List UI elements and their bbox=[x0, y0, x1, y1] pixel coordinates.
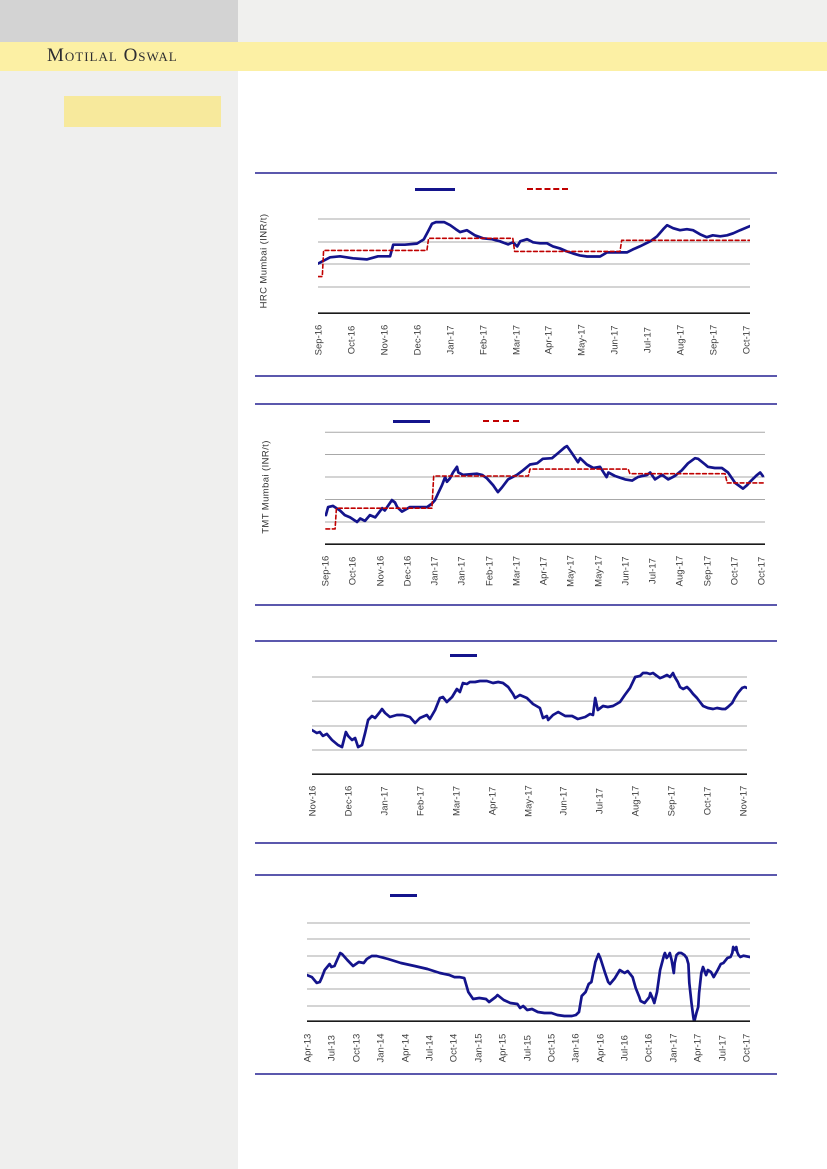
legend-dashed-line bbox=[483, 420, 519, 422]
section-divider bbox=[255, 640, 777, 642]
x-tick-label: May-17 bbox=[593, 555, 604, 587]
chart-nov16-nov17-canvas bbox=[312, 660, 747, 775]
chart-apr13-oct17-canvas bbox=[307, 920, 750, 1022]
section-divider bbox=[255, 604, 777, 606]
x-tick-label: Apr-14 bbox=[400, 1033, 412, 1063]
chart-tmt-mumbai bbox=[320, 430, 768, 587]
solid-navy-line bbox=[326, 446, 763, 522]
x-tick-label: Jan-17 bbox=[379, 786, 391, 816]
x-tick-label: Jul-14 bbox=[424, 1035, 436, 1061]
x-tick-label: Jan-14 bbox=[375, 1033, 387, 1063]
x-tick-label: Aug-17 bbox=[630, 785, 642, 817]
x-tick-label: Dec-16 bbox=[343, 785, 355, 817]
x-tick-label: Jun-17 bbox=[620, 556, 632, 586]
x-tick-label: Jul-13 bbox=[326, 1035, 338, 1061]
x-tick-label: Jan-17 bbox=[429, 556, 441, 586]
y-axis-label-tmt-mumbai: TMT Mumbai (INR/t) bbox=[260, 440, 272, 534]
x-tick-label: Jun-17 bbox=[609, 325, 621, 355]
solid-navy-line bbox=[312, 673, 747, 747]
x-tick-label: Sep-16 bbox=[313, 324, 325, 356]
x-tick-label: Aug-17 bbox=[675, 324, 687, 356]
solid-navy-line bbox=[318, 222, 750, 264]
section-divider bbox=[255, 172, 777, 174]
solid-navy-line bbox=[307, 947, 750, 1022]
brand-bar bbox=[0, 42, 827, 71]
header-gray-block bbox=[0, 0, 238, 42]
x-tick-label: Jan-15 bbox=[473, 1033, 485, 1063]
x-tick-label: Oct-16 bbox=[643, 1033, 655, 1063]
x-tick-label: Jan-16 bbox=[570, 1033, 582, 1063]
x-tick-label: Oct-17 bbox=[702, 786, 714, 816]
x-tick-label: Nov-16 bbox=[379, 324, 391, 356]
hrc-mumbai-canvas bbox=[318, 209, 750, 314]
x-tick-label: Jul-17 bbox=[647, 558, 659, 584]
x-tick-label: Nov-16 bbox=[375, 555, 386, 587]
chart-apr13-oct17 bbox=[302, 920, 753, 1063]
x-tick-label: Dec-16 bbox=[402, 555, 414, 587]
x-tick-label: Mar-17 bbox=[511, 555, 523, 587]
x-tick-label: Apr-17 bbox=[487, 786, 499, 816]
x-tick-label: Oct-16 bbox=[346, 325, 358, 355]
x-tick-label: Sep-17 bbox=[666, 785, 678, 817]
x-tick-label: Apr-17 bbox=[543, 325, 555, 355]
x-tick-label: Sep-16 bbox=[320, 555, 332, 587]
x-tick-label: Nov-17 bbox=[738, 785, 750, 817]
sidebar-highlight-box bbox=[64, 96, 221, 127]
legend-solid-line bbox=[393, 420, 430, 423]
x-tick-label: Apr-17 bbox=[692, 1033, 704, 1063]
y-axis-label-hrc-mumbai: HRC Mumbai (INR/t) bbox=[258, 213, 270, 309]
legend-solid-line bbox=[390, 894, 417, 897]
x-tick-label: Sep-17 bbox=[708, 324, 720, 356]
x-tick-label: May-17 bbox=[523, 785, 534, 817]
x-tick-label: Mar-17 bbox=[511, 324, 523, 356]
chart-hrc-mumbai bbox=[313, 209, 753, 356]
header-light-strip bbox=[238, 0, 827, 42]
x-tick-label: Jul-17 bbox=[642, 327, 654, 353]
x-tick-label: Sep-17 bbox=[702, 555, 713, 587]
legend-dashed-line bbox=[527, 188, 568, 190]
x-tick-label: Apr-15 bbox=[497, 1033, 509, 1063]
section-divider bbox=[255, 874, 777, 876]
x-tick-label: Oct-17 bbox=[729, 556, 741, 586]
legend-solid-line bbox=[450, 654, 477, 657]
x-tick-label: May-17 bbox=[576, 324, 588, 356]
x-tick-label: Feb-17 bbox=[478, 324, 490, 356]
section-divider bbox=[255, 403, 777, 405]
x-tick-label: Jan-17 bbox=[668, 1033, 680, 1063]
left-sidebar bbox=[0, 71, 238, 1169]
x-tick-label: Mar-17 bbox=[451, 785, 463, 817]
section-divider bbox=[255, 1073, 777, 1075]
x-tick-label: Nov-16 bbox=[307, 785, 319, 817]
x-tick-label: Oct-17 bbox=[741, 1033, 753, 1063]
chart-nov16-nov17 bbox=[307, 660, 750, 817]
x-tick-label: Oct-16 bbox=[347, 556, 359, 586]
x-tick-label: Jan-17 bbox=[445, 325, 457, 355]
x-tick-label: Jul-17 bbox=[717, 1035, 729, 1061]
x-tick-label: Apr-16 bbox=[595, 1033, 607, 1063]
x-tick-label: Oct-17 bbox=[756, 556, 768, 586]
x-tick-label: Oct-17 bbox=[741, 325, 753, 355]
x-tick-label: Aug-17 bbox=[674, 555, 686, 587]
x-tick-label: Oct-13 bbox=[351, 1033, 363, 1063]
x-tick-label: Apr-13 bbox=[302, 1033, 314, 1063]
tmt-mumbai-canvas bbox=[325, 430, 765, 545]
x-tick-label: Jan-17 bbox=[456, 556, 468, 586]
x-tick-label: Jul-16 bbox=[619, 1035, 631, 1061]
section-divider bbox=[255, 375, 777, 377]
x-tick-label: Jun-17 bbox=[558, 786, 570, 816]
x-tick-label: Oct-14 bbox=[448, 1033, 460, 1063]
section-divider bbox=[255, 842, 777, 844]
x-tick-label: Feb-17 bbox=[415, 785, 427, 817]
x-tick-label: Apr-17 bbox=[538, 556, 550, 586]
x-tick-label: Feb-17 bbox=[484, 555, 495, 587]
x-tick-label: Jul-15 bbox=[522, 1035, 533, 1061]
brand-logo-text: Motilal Oswal bbox=[47, 45, 178, 66]
x-tick-label: May-17 bbox=[565, 555, 577, 587]
x-tick-label: Jul-17 bbox=[594, 788, 606, 814]
x-tick-label: Oct-15 bbox=[546, 1033, 558, 1063]
x-tick-label: Dec-16 bbox=[412, 324, 424, 356]
legend-solid-line bbox=[415, 188, 455, 191]
